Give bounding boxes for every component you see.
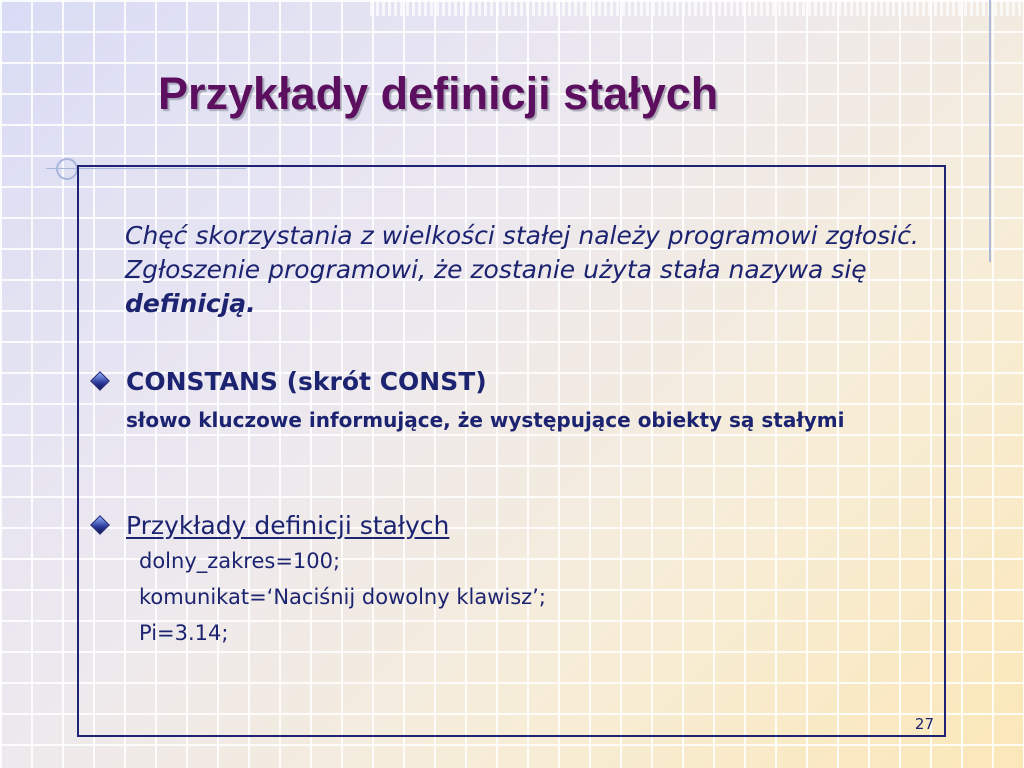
content-frame xyxy=(77,165,946,737)
bullet-detail: słowo kluczowe informujące, że występujące obiekty są stałymi xyxy=(126,408,845,432)
decorative-top-band xyxy=(370,0,1024,16)
diamond-bullet-icon xyxy=(90,515,110,535)
bullet-label: Przykłady definicji stałych xyxy=(126,511,450,540)
decorative-circle-icon xyxy=(56,158,78,180)
intro-text: Chęć skorzystania z wielkości stałej należy programowi zgłosić. Zgłoszenie programowi, że zostanie użyta stała nazywa się xyxy=(125,221,919,284)
intro-paragraph xyxy=(125,219,925,321)
bullet-label: CONSTANS (skrót CONST) xyxy=(126,367,487,396)
diamond-bullet-icon xyxy=(90,371,110,391)
example-line: komunikat=‘Naciśnij dowolny klawisz’; xyxy=(139,585,546,609)
intro-emphasis: definicją. xyxy=(125,289,256,318)
decorative-vertical-rule xyxy=(989,0,991,262)
example-line: Pi=3.14; xyxy=(139,621,229,645)
page-number: 27 xyxy=(914,715,934,733)
example-line: dolny_zakres=100; xyxy=(139,549,341,573)
slide-title: Przykłady definicji stałych xyxy=(158,68,719,119)
